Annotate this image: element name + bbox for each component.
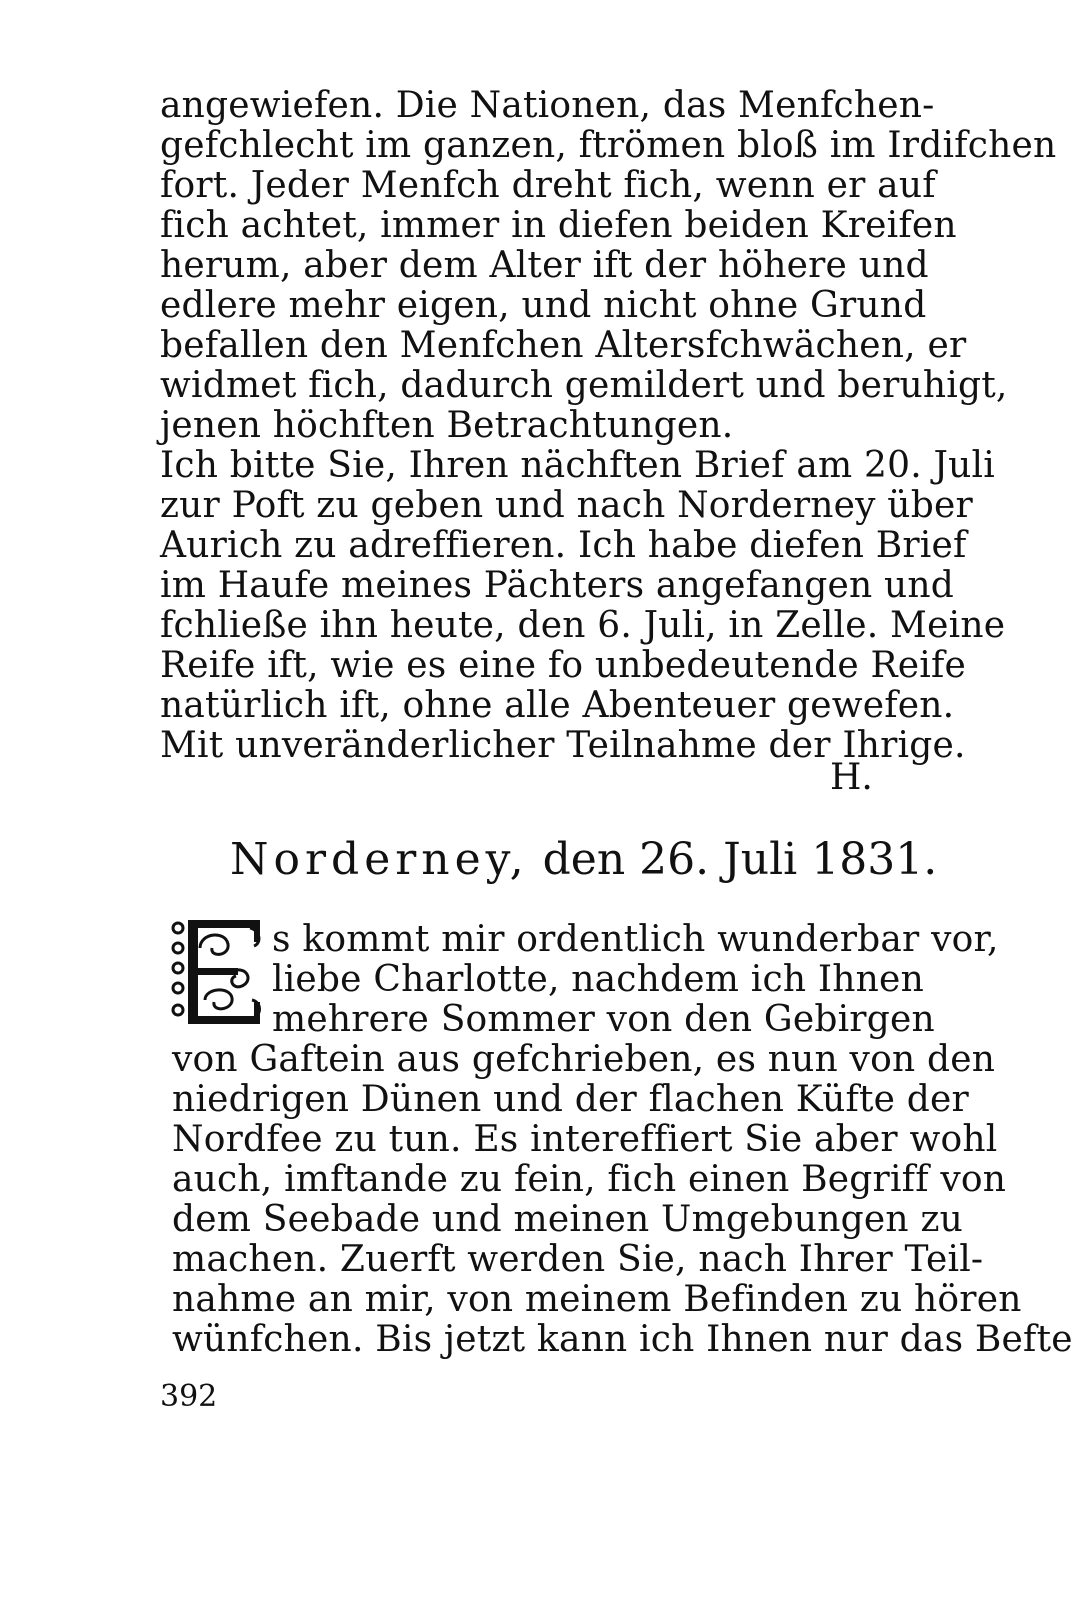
text-line: mehrere Sommer von den Gebirgen	[272, 999, 935, 1040]
text-line: Reife ift, wie es eine fo unbedeutende Reife	[160, 645, 967, 686]
text-line: nahme an mir, von meinem Befinden zu hören	[172, 1279, 1022, 1320]
text-line: herum, aber dem Alter ift der höhere und	[160, 245, 929, 286]
text-line: befallen den Menfchen Altersfchwächen, er	[160, 325, 967, 366]
letter-heading	[230, 835, 937, 885]
text-line: angewiefen. Die Nationen, das Menfchen-	[160, 85, 935, 126]
text-line: dem Seebade und meinen Umgebungen zu	[172, 1199, 964, 1240]
text-line: zur Poft zu geben und nach Norderney über	[160, 485, 973, 526]
text-line: fchließe ihn heute, den 6. Juli, in Zelle. Meine	[160, 605, 1006, 646]
text-line: fort. Jeder Menfch dreht fich, wenn er auf	[160, 165, 936, 206]
signature-initial: H.	[830, 757, 873, 798]
heading-date: den 26. Juli 1831.	[542, 834, 938, 885]
text-line: Nordfee zu tun. Es intereffiert Sie aber wohl	[172, 1119, 998, 1160]
text-line: edlere mehr eigen, und nicht ohne Grund	[160, 285, 927, 326]
text-line: widmet fich, dadurch gemildert und beruhigt,	[160, 365, 1008, 406]
text-line: liebe Charlotte, nachdem ich Ihnen	[272, 959, 924, 1000]
text-line: auch, imftande zu fein, fich einen Begriff von	[172, 1159, 1007, 1200]
text-line: s kommt mir ordentlich wunderbar vor,	[272, 919, 999, 960]
text-line: Mit unveränderlicher Teilnahme der Ihrige.	[160, 725, 966, 766]
text-line: niedrigen Dünen und der flachen Küfte der	[172, 1079, 969, 1120]
page-number: 392	[160, 1379, 218, 1414]
text-line: gefchlecht im ganzen, ftrömen bloß im Irdifchen	[160, 125, 1057, 166]
text-line: wünfchen. Bis jetzt kann ich Ihnen nur das Befte	[172, 1319, 1073, 1360]
ornamental-dropcap-e	[170, 903, 270, 1026]
text-line: Aurich zu adreffieren. Ich habe diefen Brief	[160, 525, 967, 566]
text-line: machen. Zuerft werden Sie, nach Ihrer Teil-	[172, 1239, 984, 1280]
text-line: Ich bitte Sie, Ihren nächften Brief am 20. Juli	[160, 445, 995, 486]
text-line: im Haufe meines Pächters angefangen und	[160, 565, 955, 606]
text-line: von Gaftein aus gefchrieben, es nun von den	[172, 1039, 996, 1080]
text-line: natürlich ift, ohne alle Abenteuer gewefen.	[160, 685, 955, 726]
text-line: jenen höchften Betrachtungen.	[160, 405, 734, 446]
dropcap-letter: E	[170, 903, 182, 922]
heading-place: Norderney,	[230, 834, 529, 885]
text-line: fich achtet, immer in diefen beiden Kreifen	[160, 205, 957, 246]
